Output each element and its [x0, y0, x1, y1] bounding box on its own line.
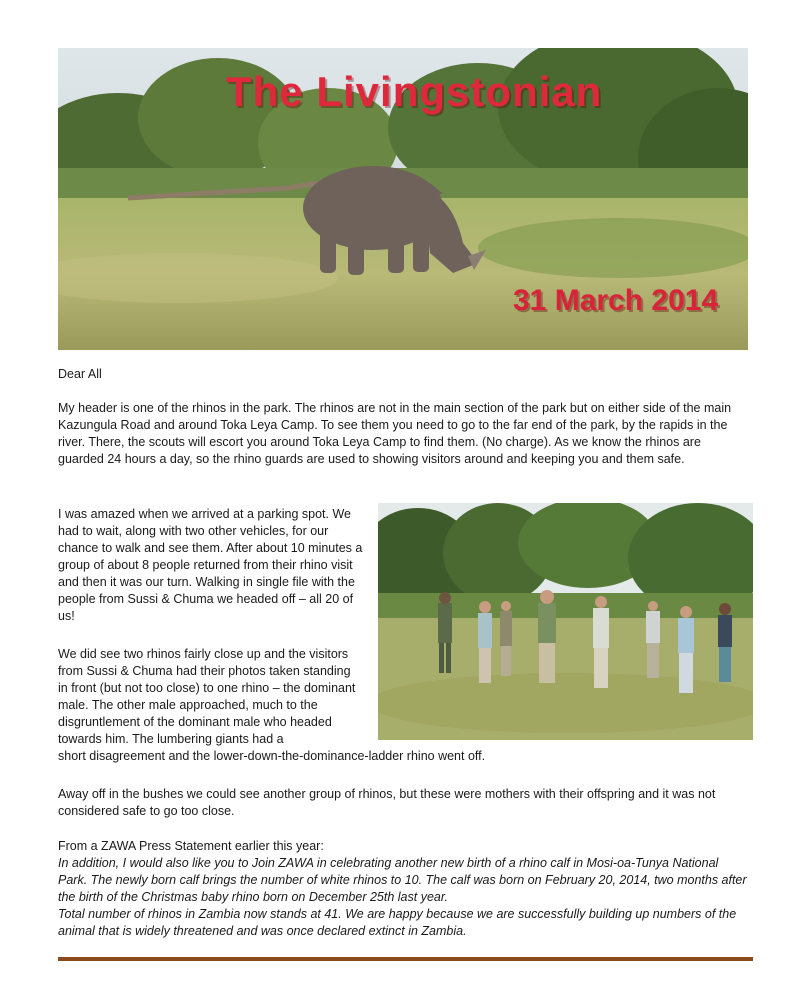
newsletter-title: The Livingstonian [226, 68, 603, 115]
paragraph-arrival: I was amazed when we arrived at a parking spot. We had to wait, along with two other vehicles, for our chance to walk and see them. After about 10 minutes a group of about 8 people returned from their rhino visit and then it was our turn. Walking in single file with the people from Sussi & Chuma we headed off – all 20 of us! [58, 507, 363, 623]
newsletter-date: 31 March 2014 [513, 284, 719, 317]
paragraph-rhino-encounter-continued: short disagreement and the lower-down-the-dominance-ladder rhino went off. [58, 749, 486, 763]
press-statement-quote-1: In addition, I would also like you to Join ZAWA in celebrating another new birth of a rhino calf in Mosi-oa-Tunya National Park. The newly born calf brings the number of white rhinos to 10. The calf was born on February 20, 2014, two months after the birth of the Christmas baby rhino born on December 25th last year. [58, 856, 747, 904]
paragraph-header-intro: My header is one of the rhinos in the park. The rhinos are not in the main section of the park but on either side of the main Kazungula Road and around Toka Leya Camp. To see them you need to go to the far end of the park, by the rapids in the river. There, the scouts will escort you around Toka Leya Camp to find them. (No charge). As we know the rhinos are guarded 24 hours a day, so the rhino guards are used to showing visitors around and keeping you and them safe. [58, 401, 732, 466]
press-statement-intro: From a ZAWA Press Statement earlier this year: [58, 839, 324, 853]
paragraph-mothers: Away off in the bushes we could see another group of rhinos, but these were mothers with their offspring and it was not considered safe to go too close. [58, 787, 716, 818]
greeting: Dear All [58, 367, 102, 381]
footer-rule [58, 957, 753, 961]
press-statement-quote-2: Total number of rhinos in Zambia now stands at 41. We are happy because we are successfully building up numbers of the animal that is widely threatened and was once declared extinct in Zambia. [58, 907, 737, 938]
header-banner [58, 48, 748, 350]
paragraph-press-statement [58, 838, 748, 940]
group-walk-photo [378, 503, 753, 740]
paragraph-rhino-encounter: We did see two rhinos fairly close up and the visitors from Sussi & Chuma had their photos taken standing in front (but not too close) to one rhino – the dominant male. The other male approached, much to the disgruntlement of the dominant male who headed towards him. The lumbering giants had a [58, 647, 356, 746]
